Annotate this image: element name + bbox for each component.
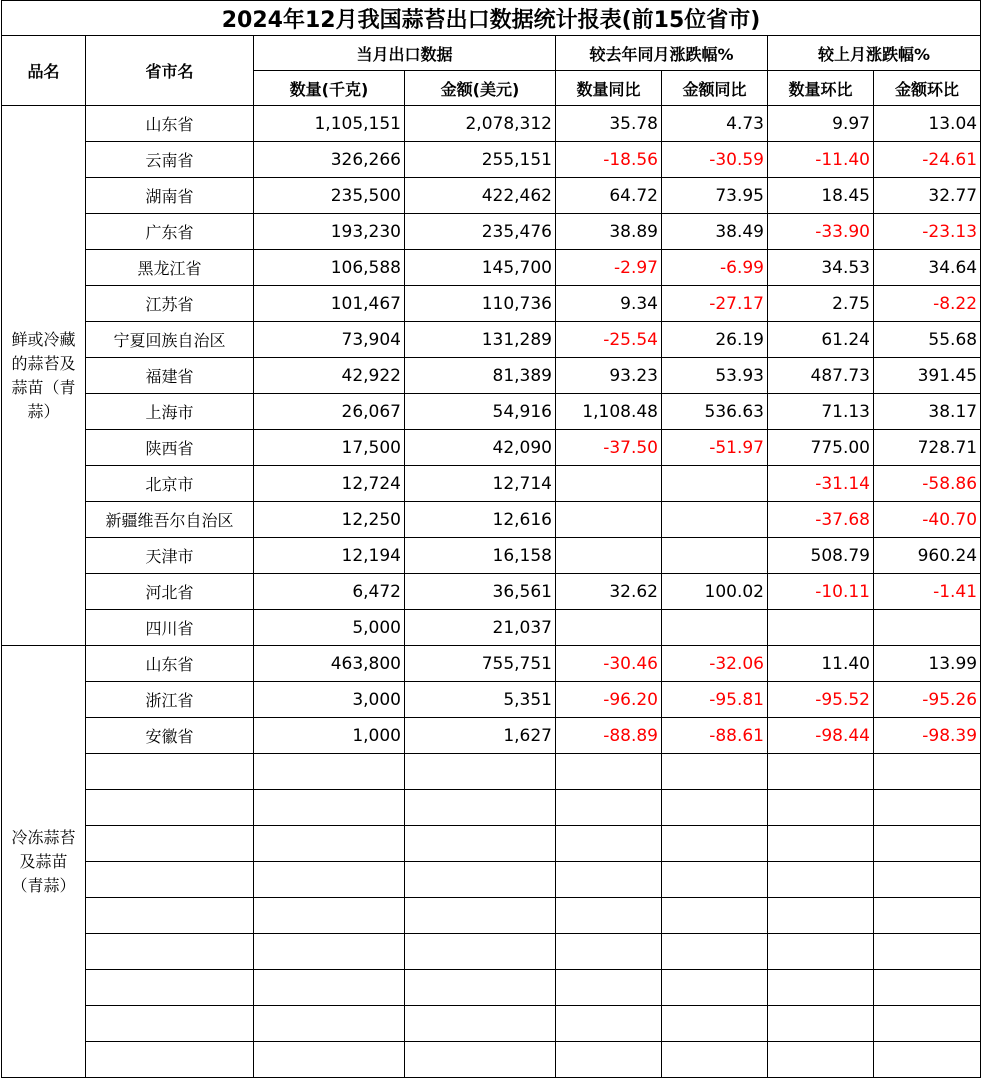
province-cell: 山东省 — [86, 646, 254, 682]
qty-mom-cell: 11.40 — [768, 646, 874, 682]
province-cell — [86, 898, 254, 934]
qty-yoy-cell: -96.20 — [556, 682, 662, 718]
table-row — [2, 1042, 981, 1078]
qty-cell: 193,230 — [254, 214, 405, 250]
province-cell — [86, 1006, 254, 1042]
qty-mom-cell: 34.53 — [768, 250, 874, 286]
province-cell: 黑龙江省 — [86, 250, 254, 286]
qty-yoy-cell: 1,108.48 — [556, 394, 662, 430]
qty-mom-cell: 61.24 — [768, 322, 874, 358]
amt-mom-cell: 391.45 — [874, 358, 981, 394]
province-cell: 江苏省 — [86, 286, 254, 322]
amt-yoy-cell — [662, 898, 768, 934]
qty-yoy-cell — [556, 610, 662, 646]
amount-cell: 5,351 — [405, 682, 556, 718]
amount-cell — [405, 790, 556, 826]
province-cell: 四川省 — [86, 610, 254, 646]
table-row — [2, 970, 981, 1006]
qty-yoy-cell — [556, 790, 662, 826]
province-cell: 河北省 — [86, 574, 254, 610]
amount-cell: 1,627 — [405, 718, 556, 754]
table-row — [2, 790, 981, 826]
amt-yoy-cell — [662, 826, 768, 862]
amt-mom-cell: -40.70 — [874, 502, 981, 538]
qty-mom-cell — [768, 1042, 874, 1078]
amt-yoy-cell: -6.99 — [662, 250, 768, 286]
qty-mom-cell — [768, 970, 874, 1006]
qty-cell — [254, 826, 405, 862]
qty-mom-cell: -98.44 — [768, 718, 874, 754]
amount-cell: 12,616 — [405, 502, 556, 538]
amt-mom-cell: 34.64 — [874, 250, 981, 286]
qty-yoy-cell: -25.54 — [556, 322, 662, 358]
province-cell: 福建省 — [86, 358, 254, 394]
amount-cell — [405, 934, 556, 970]
qty-cell: 26,067 — [254, 394, 405, 430]
qty-mom-cell: 775.00 — [768, 430, 874, 466]
qty-cell: 12,724 — [254, 466, 405, 502]
amt-mom-cell — [874, 754, 981, 790]
amt-mom-cell: 728.71 — [874, 430, 981, 466]
header-current-month: 当月出口数据 — [254, 36, 556, 71]
qty-mom-cell: -33.90 — [768, 214, 874, 250]
qty-mom-cell — [768, 790, 874, 826]
amt-yoy-cell — [662, 610, 768, 646]
amount-cell: 422,462 — [405, 178, 556, 214]
header-qty-yoy: 数量同比 — [556, 71, 662, 106]
amt-yoy-cell — [662, 754, 768, 790]
amt-yoy-cell — [662, 934, 768, 970]
qty-cell: 42,922 — [254, 358, 405, 394]
province-cell: 山东省 — [86, 106, 254, 142]
qty-yoy-cell: 35.78 — [556, 106, 662, 142]
province-cell — [86, 1042, 254, 1078]
qty-yoy-cell: -88.89 — [556, 718, 662, 754]
qty-cell: 12,250 — [254, 502, 405, 538]
amt-mom-cell — [874, 862, 981, 898]
amt-yoy-cell: 53.93 — [662, 358, 768, 394]
qty-yoy-cell — [556, 862, 662, 898]
qty-mom-cell — [768, 826, 874, 862]
qty-yoy-cell: 93.23 — [556, 358, 662, 394]
amt-yoy-cell — [662, 790, 768, 826]
qty-cell — [254, 898, 405, 934]
qty-mom-cell: 487.73 — [768, 358, 874, 394]
province-cell: 上海市 — [86, 394, 254, 430]
qty-mom-cell: 9.97 — [768, 106, 874, 142]
amt-yoy-cell: -32.06 — [662, 646, 768, 682]
category-frozen: 冷冻蒜苔及蒜苗（青蒜） — [2, 646, 86, 1078]
amt-mom-cell: 55.68 — [874, 322, 981, 358]
table-row — [2, 538, 981, 574]
qty-cell: 1,105,151 — [254, 106, 405, 142]
province-cell: 陕西省 — [86, 430, 254, 466]
amt-yoy-cell — [662, 1006, 768, 1042]
amt-mom-cell: 32.77 — [874, 178, 981, 214]
amount-cell — [405, 1006, 556, 1042]
amount-cell — [405, 1042, 556, 1078]
qty-cell: 3,000 — [254, 682, 405, 718]
amt-mom-cell — [874, 1006, 981, 1042]
amount-cell: 12,714 — [405, 466, 556, 502]
amount-cell: 255,151 — [405, 142, 556, 178]
amt-mom-cell: 38.17 — [874, 394, 981, 430]
header-qty-mom: 数量环比 — [768, 71, 874, 106]
province-cell — [86, 934, 254, 970]
table-row — [2, 826, 981, 862]
amt-mom-cell: -1.41 — [874, 574, 981, 610]
header-mom: 较上月涨跌幅% — [768, 36, 981, 71]
qty-mom-cell: -37.68 — [768, 502, 874, 538]
header-amt-mom: 金额环比 — [874, 71, 981, 106]
table-row — [2, 574, 981, 610]
amt-yoy-cell: -88.61 — [662, 718, 768, 754]
province-cell: 宁夏回族自治区 — [86, 322, 254, 358]
amount-cell — [405, 970, 556, 1006]
header-qty: 数量(千克) — [254, 71, 405, 106]
amount-cell: 42,090 — [405, 430, 556, 466]
qty-cell — [254, 970, 405, 1006]
table-row — [2, 106, 981, 142]
qty-mom-cell: 71.13 — [768, 394, 874, 430]
qty-mom-cell: -31.14 — [768, 466, 874, 502]
amt-yoy-cell — [662, 502, 768, 538]
amt-mom-cell: -95.26 — [874, 682, 981, 718]
table-row — [2, 898, 981, 934]
amt-mom-cell — [874, 898, 981, 934]
qty-mom-cell: 508.79 — [768, 538, 874, 574]
province-cell: 云南省 — [86, 142, 254, 178]
qty-cell — [254, 934, 405, 970]
qty-cell: 101,467 — [254, 286, 405, 322]
amt-yoy-cell — [662, 970, 768, 1006]
table-row — [2, 178, 981, 214]
amt-yoy-cell: -95.81 — [662, 682, 768, 718]
amount-cell: 755,751 — [405, 646, 556, 682]
amt-mom-cell: 960.24 — [874, 538, 981, 574]
table-row — [2, 322, 981, 358]
qty-cell — [254, 862, 405, 898]
amount-cell: 2,078,312 — [405, 106, 556, 142]
amt-mom-cell — [874, 934, 981, 970]
amount-cell: 16,158 — [405, 538, 556, 574]
qty-yoy-cell: -30.46 — [556, 646, 662, 682]
qty-cell: 235,500 — [254, 178, 405, 214]
amt-yoy-cell — [662, 862, 768, 898]
amount-cell: 54,916 — [405, 394, 556, 430]
amt-yoy-cell — [662, 1042, 768, 1078]
header-amt-yoy: 金额同比 — [662, 71, 768, 106]
amt-yoy-cell: -30.59 — [662, 142, 768, 178]
amt-mom-cell: -58.86 — [874, 466, 981, 502]
qty-mom-cell: -95.52 — [768, 682, 874, 718]
header-amount: 金额(美元) — [405, 71, 556, 106]
amt-mom-cell: -98.39 — [874, 718, 981, 754]
qty-yoy-cell: -18.56 — [556, 142, 662, 178]
amt-yoy-cell: 100.02 — [662, 574, 768, 610]
qty-cell — [254, 790, 405, 826]
qty-cell — [254, 754, 405, 790]
table-row — [2, 682, 981, 718]
qty-yoy-cell — [556, 754, 662, 790]
province-cell: 安徽省 — [86, 718, 254, 754]
qty-cell: 326,266 — [254, 142, 405, 178]
qty-mom-cell — [768, 754, 874, 790]
qty-yoy-cell: 32.62 — [556, 574, 662, 610]
qty-mom-cell: -11.40 — [768, 142, 874, 178]
amt-mom-cell — [874, 610, 981, 646]
qty-yoy-cell: 9.34 — [556, 286, 662, 322]
table-row — [2, 214, 981, 250]
report-title: 2024年12月我国蒜苔出口数据统计报表(前15位省市) — [2, 1, 981, 36]
province-cell — [86, 754, 254, 790]
province-cell: 广东省 — [86, 214, 254, 250]
qty-cell: 1,000 — [254, 718, 405, 754]
qty-yoy-cell — [556, 934, 662, 970]
province-cell — [86, 970, 254, 1006]
qty-cell: 73,904 — [254, 322, 405, 358]
amt-mom-cell — [874, 826, 981, 862]
province-cell — [86, 826, 254, 862]
province-cell: 天津市 — [86, 538, 254, 574]
amt-yoy-cell — [662, 466, 768, 502]
amount-cell: 36,561 — [405, 574, 556, 610]
table-row — [2, 502, 981, 538]
province-cell: 新疆维吾尔自治区 — [86, 502, 254, 538]
category-fresh: 鲜或冷藏的蒜苔及蒜苗（青蒜） — [2, 106, 86, 646]
qty-yoy-cell — [556, 466, 662, 502]
header-province: 省市名 — [86, 36, 254, 106]
qty-yoy-cell — [556, 970, 662, 1006]
qty-yoy-cell — [556, 898, 662, 934]
qty-yoy-cell — [556, 1042, 662, 1078]
amt-yoy-cell: 73.95 — [662, 178, 768, 214]
amt-mom-cell: 13.04 — [874, 106, 981, 142]
province-cell: 浙江省 — [86, 682, 254, 718]
table-row — [2, 394, 981, 430]
table-row — [2, 250, 981, 286]
qty-yoy-cell: 64.72 — [556, 178, 662, 214]
table-row — [2, 862, 981, 898]
amount-cell: 110,736 — [405, 286, 556, 322]
qty-yoy-cell — [556, 1006, 662, 1042]
qty-yoy-cell — [556, 502, 662, 538]
header-yoy: 较去年同月涨跌幅% — [556, 36, 768, 71]
amount-cell — [405, 862, 556, 898]
qty-cell: 6,472 — [254, 574, 405, 610]
amount-cell: 235,476 — [405, 214, 556, 250]
qty-mom-cell — [768, 610, 874, 646]
qty-cell — [254, 1006, 405, 1042]
header-product: 品名 — [2, 36, 86, 106]
amt-yoy-cell: -27.17 — [662, 286, 768, 322]
amount-cell: 81,389 — [405, 358, 556, 394]
amt-mom-cell: -24.61 — [874, 142, 981, 178]
qty-yoy-cell — [556, 538, 662, 574]
qty-mom-cell: 18.45 — [768, 178, 874, 214]
table-row — [2, 754, 981, 790]
table-row — [2, 934, 981, 970]
amt-mom-cell: -8.22 — [874, 286, 981, 322]
amt-yoy-cell: -51.97 — [662, 430, 768, 466]
qty-cell: 463,800 — [254, 646, 405, 682]
amount-cell — [405, 898, 556, 934]
qty-mom-cell: 2.75 — [768, 286, 874, 322]
qty-cell — [254, 1042, 405, 1078]
amt-yoy-cell: 4.73 — [662, 106, 768, 142]
amount-cell: 131,289 — [405, 322, 556, 358]
qty-cell: 17,500 — [254, 430, 405, 466]
amount-cell — [405, 826, 556, 862]
province-cell: 北京市 — [86, 466, 254, 502]
qty-yoy-cell: -37.50 — [556, 430, 662, 466]
amt-mom-cell: 13.99 — [874, 646, 981, 682]
qty-yoy-cell: 38.89 — [556, 214, 662, 250]
table-row — [2, 466, 981, 502]
amount-cell: 145,700 — [405, 250, 556, 286]
table-row — [2, 430, 981, 466]
qty-mom-cell — [768, 934, 874, 970]
qty-mom-cell — [768, 1006, 874, 1042]
province-cell — [86, 862, 254, 898]
amt-mom-cell: -23.13 — [874, 214, 981, 250]
amt-yoy-cell — [662, 538, 768, 574]
export-report-table — [1, 0, 981, 1078]
qty-yoy-cell: -2.97 — [556, 250, 662, 286]
qty-mom-cell — [768, 862, 874, 898]
amt-yoy-cell: 26.19 — [662, 322, 768, 358]
amt-yoy-cell: 38.49 — [662, 214, 768, 250]
amt-yoy-cell: 536.63 — [662, 394, 768, 430]
qty-yoy-cell — [556, 826, 662, 862]
table-row — [2, 142, 981, 178]
qty-cell: 106,588 — [254, 250, 405, 286]
province-cell — [86, 790, 254, 826]
qty-cell: 5,000 — [254, 610, 405, 646]
qty-mom-cell: -10.11 — [768, 574, 874, 610]
table-row — [2, 1006, 981, 1042]
amt-mom-cell — [874, 790, 981, 826]
table-row — [2, 286, 981, 322]
table-row — [2, 358, 981, 394]
amt-mom-cell — [874, 1042, 981, 1078]
table-row — [2, 718, 981, 754]
qty-cell: 12,194 — [254, 538, 405, 574]
amount-cell: 21,037 — [405, 610, 556, 646]
table-row — [2, 646, 981, 682]
amount-cell — [405, 754, 556, 790]
province-cell: 湖南省 — [86, 178, 254, 214]
qty-mom-cell — [768, 898, 874, 934]
amt-mom-cell — [874, 970, 981, 1006]
table-row — [2, 610, 981, 646]
